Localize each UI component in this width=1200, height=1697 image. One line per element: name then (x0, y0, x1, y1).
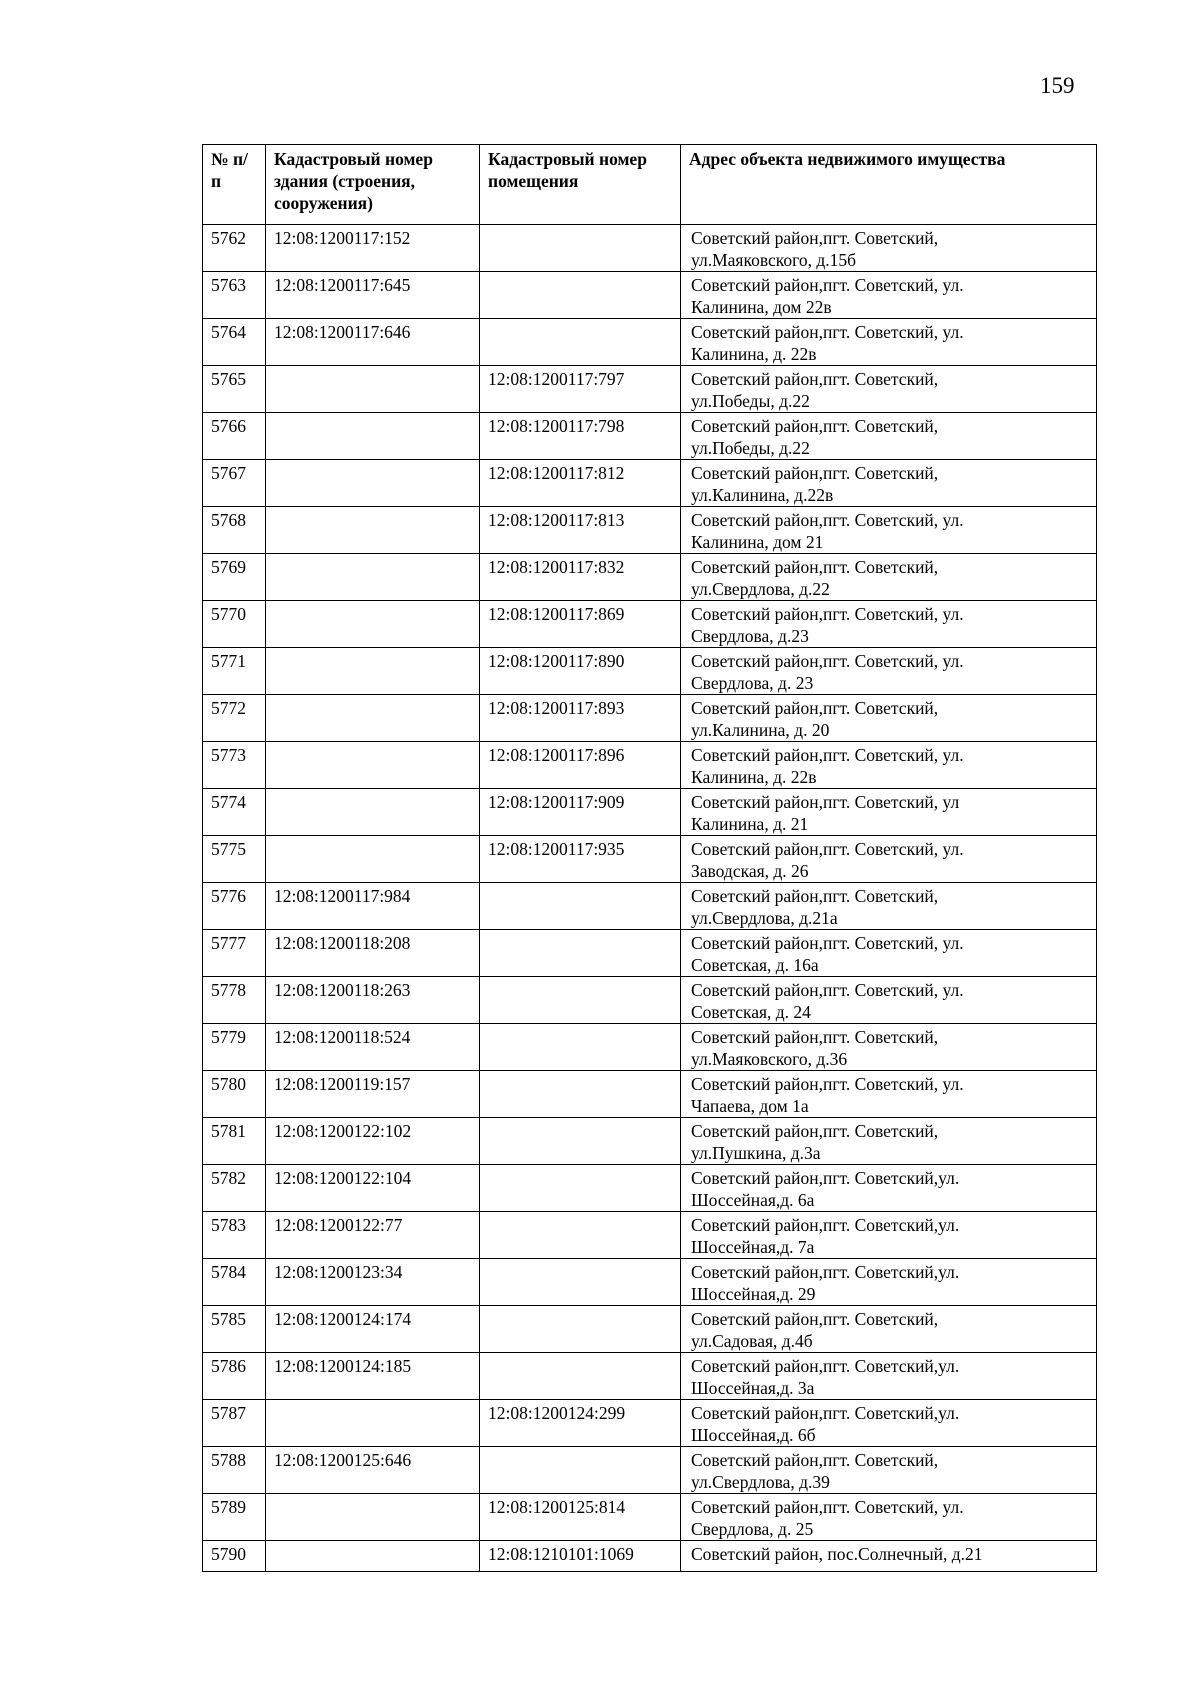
table-row (203, 601, 1097, 648)
address-cell: Советский район,пгт. Советский, ул.Калинина, д.22в (681, 460, 1097, 507)
address-cell: Советский район,пгт. Советский,ул. Шоссейная,д. 6а (681, 1165, 1097, 1212)
table-row (203, 695, 1097, 742)
row-number-cell: 5768 (203, 507, 266, 554)
address-cell: Советский район,пгт. Советский,ул. Шоссейная,д. 7а (681, 1212, 1097, 1259)
address-cell: Советский район,пгт. Советский,ул. Шоссейная,д. 6б (681, 1400, 1097, 1447)
table-row (203, 1353, 1097, 1400)
header-row (203, 145, 1097, 225)
building-cadastral-cell: 12:08:1200122:77 (266, 1212, 480, 1259)
address-cell: Советский район,пгт. Советский, ул Калинина, д. 21 (681, 789, 1097, 836)
table-row (203, 1400, 1097, 1447)
address-cell: Советский район, пос.Солнечный, д.21 (681, 1541, 1097, 1572)
building-cadastral-cell (266, 1400, 480, 1447)
address-cell: Советский район,пгт. Советский, ул.Свердлова, д.22 (681, 554, 1097, 601)
building-cadastral-cell: 12:08:1200117:984 (266, 883, 480, 930)
table-row (203, 554, 1097, 601)
room-cadastral-cell (480, 1306, 681, 1353)
building-cadastral-cell (266, 648, 480, 695)
building-cadastral-cell (266, 742, 480, 789)
building-cadastral-cell (266, 507, 480, 554)
room-cadastral-cell: 12:08:1200117:893 (480, 695, 681, 742)
building-cadastral-cell: 12:08:1200122:102 (266, 1118, 480, 1165)
table-header (203, 145, 1097, 225)
building-cadastral-cell: 12:08:1200124:174 (266, 1306, 480, 1353)
table-row (203, 1071, 1097, 1118)
header-building-cadastral-number: Кадастровый номер здания (строения, сооружения) (266, 145, 480, 225)
address-cell: Советский район,пгт. Советский, ул.Маяковского, д.15б (681, 225, 1097, 272)
row-number-cell: 5777 (203, 930, 266, 977)
building-cadastral-cell: 12:08:1200117:646 (266, 319, 480, 366)
address-cell: Советский район,пгт. Советский, ул.Пушкина, д.3а (681, 1118, 1097, 1165)
row-number-cell: 5764 (203, 319, 266, 366)
table-row (203, 1494, 1097, 1541)
room-cadastral-cell: 12:08:1200117:935 (480, 836, 681, 883)
row-number-cell: 5767 (203, 460, 266, 507)
room-cadastral-cell (480, 272, 681, 319)
table-row (203, 1541, 1097, 1572)
table-row (203, 225, 1097, 272)
address-cell: Советский район,пгт. Советский, ул.Калинина, д. 20 (681, 695, 1097, 742)
room-cadastral-cell: 12:08:1200117:797 (480, 366, 681, 413)
room-cadastral-cell: 12:08:1200117:896 (480, 742, 681, 789)
building-cadastral-cell (266, 695, 480, 742)
building-cadastral-cell: 12:08:1200124:185 (266, 1353, 480, 1400)
table-row (203, 1118, 1097, 1165)
table-row (203, 742, 1097, 789)
row-number-cell: 5769 (203, 554, 266, 601)
row-number-cell: 5782 (203, 1165, 266, 1212)
address-cell: Советский район,пгт. Советский, ул. Калинина, дом 22в (681, 272, 1097, 319)
row-number-cell: 5771 (203, 648, 266, 695)
building-cadastral-cell: 12:08:1200119:157 (266, 1071, 480, 1118)
header-room-cadastral-number: Кадастровый номер помещения (480, 145, 681, 225)
address-cell: Советский район,пгт. Советский, ул.Свердлова, д.39 (681, 1447, 1097, 1494)
building-cadastral-cell: 12:08:1200125:646 (266, 1447, 480, 1494)
room-cadastral-cell: 12:08:1200117:890 (480, 648, 681, 695)
page-number: 159 (1040, 73, 1075, 98)
room-cadastral-cell (480, 977, 681, 1024)
building-cadastral-cell: 12:08:1200118:524 (266, 1024, 480, 1071)
header-row-number: № п/п (203, 145, 266, 225)
room-cadastral-cell: 12:08:1200125:814 (480, 1494, 681, 1541)
row-number-cell: 5787 (203, 1400, 266, 1447)
building-cadastral-cell: 12:08:1200118:263 (266, 977, 480, 1024)
address-cell: Советский район,пгт. Советский, ул.Садовая, д.4б (681, 1306, 1097, 1353)
room-cadastral-cell (480, 930, 681, 977)
row-number-cell: 5778 (203, 977, 266, 1024)
building-cadastral-cell (266, 1494, 480, 1541)
row-number-cell: 5776 (203, 883, 266, 930)
building-cadastral-cell: 12:08:1200117:152 (266, 225, 480, 272)
table-row (203, 836, 1097, 883)
room-cadastral-cell: 12:08:1200117:832 (480, 554, 681, 601)
row-number-cell: 5775 (203, 836, 266, 883)
building-cadastral-cell (266, 554, 480, 601)
room-cadastral-cell: 12:08:1200117:869 (480, 601, 681, 648)
row-number-cell: 5780 (203, 1071, 266, 1118)
table-row (203, 930, 1097, 977)
row-number-cell: 5773 (203, 742, 266, 789)
building-cadastral-cell (266, 413, 480, 460)
room-cadastral-cell (480, 883, 681, 930)
room-cadastral-cell (480, 1165, 681, 1212)
address-cell: Советский район,пгт. Советский, ул. Заводская, д. 26 (681, 836, 1097, 883)
table-row (203, 883, 1097, 930)
table-row (203, 1447, 1097, 1494)
room-cadastral-cell (480, 1353, 681, 1400)
address-cell: Советский район,пгт. Советский, ул. Свердлова, д. 23 (681, 648, 1097, 695)
address-cell: Советский район,пгт. Советский, ул.Маяковского, д.36 (681, 1024, 1097, 1071)
building-cadastral-cell (266, 1541, 480, 1572)
address-cell: Советский район,пгт. Советский, ул. Советская, д. 16а (681, 930, 1097, 977)
property-registry-table (202, 144, 1097, 1572)
row-number-cell: 5790 (203, 1541, 266, 1572)
room-cadastral-cell (480, 1447, 681, 1494)
address-cell: Советский район,пгт. Советский, ул. Калинина, дом 21 (681, 507, 1097, 554)
row-number-cell: 5763 (203, 272, 266, 319)
row-number-cell: 5766 (203, 413, 266, 460)
header-property-address: Адрес объекта недвижимого имущества (681, 145, 1097, 225)
building-cadastral-cell (266, 366, 480, 413)
address-cell: Советский район,пгт. Советский, ул. Свердлова, д.23 (681, 601, 1097, 648)
row-number-cell: 5788 (203, 1447, 266, 1494)
building-cadastral-cell: 12:08:1200117:645 (266, 272, 480, 319)
building-cadastral-cell: 12:08:1200118:208 (266, 930, 480, 977)
address-cell: Советский район,пгт. Советский, ул.Победы, д.22 (681, 366, 1097, 413)
table-row (203, 1024, 1097, 1071)
room-cadastral-cell: 12:08:1200117:812 (480, 460, 681, 507)
table-row (203, 1306, 1097, 1353)
room-cadastral-cell (480, 225, 681, 272)
address-cell: Советский район,пгт. Советский, ул.Свердлова, д.21а (681, 883, 1097, 930)
row-number-cell: 5779 (203, 1024, 266, 1071)
room-cadastral-cell (480, 1024, 681, 1071)
address-cell: Советский район,пгт. Советский, ул. Калинина, д. 22в (681, 742, 1097, 789)
address-cell: Советский район,пгт. Советский, ул.Победы, д.22 (681, 413, 1097, 460)
table-row (203, 366, 1097, 413)
address-cell: Советский район,пгт. Советский, ул. Советская, д. 24 (681, 977, 1097, 1024)
row-number-cell: 5765 (203, 366, 266, 413)
row-number-cell: 5784 (203, 1259, 266, 1306)
row-number-cell: 5786 (203, 1353, 266, 1400)
room-cadastral-cell (480, 1071, 681, 1118)
address-cell: Советский район,пгт. Советский,ул. Шоссейная,д. 3а (681, 1353, 1097, 1400)
room-cadastral-cell: 12:08:1200117:798 (480, 413, 681, 460)
room-cadastral-cell: 12:08:1210101:1069 (480, 1541, 681, 1572)
address-cell: Советский район,пгт. Советский, ул. Калинина, д. 22в (681, 319, 1097, 366)
row-number-cell: 5789 (203, 1494, 266, 1541)
table-row (203, 1212, 1097, 1259)
building-cadastral-cell: 12:08:1200122:104 (266, 1165, 480, 1212)
room-cadastral-cell (480, 1118, 681, 1165)
room-cadastral-cell (480, 1259, 681, 1306)
row-number-cell: 5772 (203, 695, 266, 742)
room-cadastral-cell: 12:08:1200124:299 (480, 1400, 681, 1447)
building-cadastral-cell: 12:08:1200123:34 (266, 1259, 480, 1306)
address-cell: Советский район,пгт. Советский, ул. Чапаева, дом 1а (681, 1071, 1097, 1118)
table-row (203, 789, 1097, 836)
table-row (203, 460, 1097, 507)
table-row (203, 977, 1097, 1024)
table-row (203, 1165, 1097, 1212)
room-cadastral-cell (480, 319, 681, 366)
room-cadastral-cell: 12:08:1200117:909 (480, 789, 681, 836)
room-cadastral-cell (480, 1212, 681, 1259)
address-cell: Советский район,пгт. Советский, ул. Свердлова, д. 25 (681, 1494, 1097, 1541)
row-number-cell: 5762 (203, 225, 266, 272)
building-cadastral-cell (266, 460, 480, 507)
table-row (203, 319, 1097, 366)
building-cadastral-cell (266, 601, 480, 648)
row-number-cell: 5774 (203, 789, 266, 836)
table-body (203, 225, 1097, 1572)
table-row (203, 1259, 1097, 1306)
table-row (203, 507, 1097, 554)
table-row (203, 648, 1097, 695)
row-number-cell: 5781 (203, 1118, 266, 1165)
table-row (203, 272, 1097, 319)
building-cadastral-cell (266, 836, 480, 883)
building-cadastral-cell (266, 789, 480, 836)
address-cell: Советский район,пгт. Советский,ул. Шоссейная,д. 29 (681, 1259, 1097, 1306)
row-number-cell: 5770 (203, 601, 266, 648)
row-number-cell: 5783 (203, 1212, 266, 1259)
table-row (203, 413, 1097, 460)
room-cadastral-cell: 12:08:1200117:813 (480, 507, 681, 554)
row-number-cell: 5785 (203, 1306, 266, 1353)
